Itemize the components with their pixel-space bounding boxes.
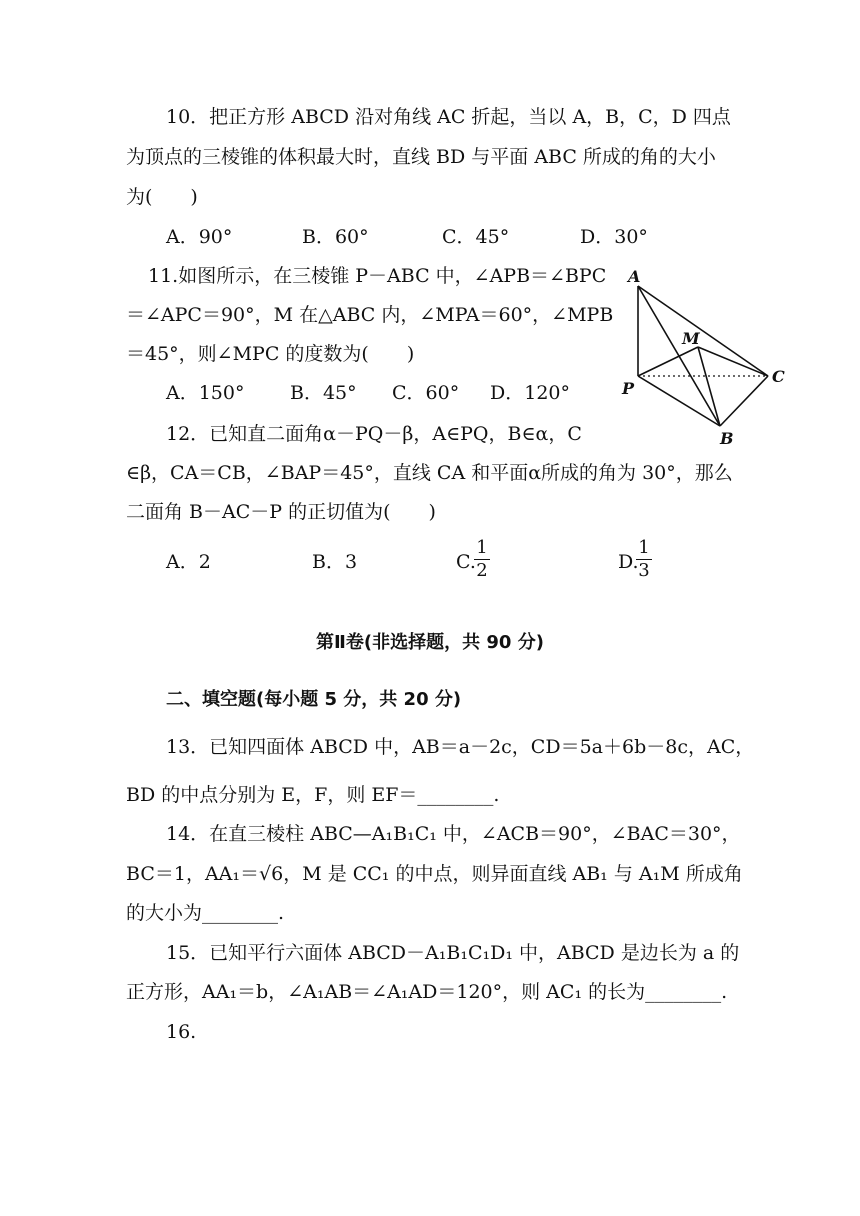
q10-line3: 为( ) xyxy=(126,186,198,208)
label-a: A xyxy=(628,267,641,286)
q10-option-b: B．60° xyxy=(302,226,369,248)
q12-option-c-label: C. xyxy=(456,551,476,573)
q11-line2: ＝∠APC＝90°，M 在△ABC 内，∠MPA＝60°，∠MPB xyxy=(126,304,614,326)
fraction-denominator: 2 xyxy=(476,560,488,581)
q12-option-d-fraction xyxy=(636,538,652,581)
part2-heading: 第Ⅱ卷(非选择题，共 90 分) xyxy=(316,632,544,653)
q12-option-d-label: D. xyxy=(618,551,639,573)
edge-bc xyxy=(720,376,768,426)
label-c: C xyxy=(772,367,785,386)
q10-line1: 10．把正方形 ABCD 沿对角线 AC 折起，当以 A，B，C，D 四点 xyxy=(166,106,731,128)
q11-line1: 11.如图所示，在三棱锥 P－ABC 中，∠APB＝∠BPC xyxy=(148,265,607,287)
fraction-denominator: 3 xyxy=(638,560,650,581)
q10-line2: 为顶点的三棱锥的体积最大时，直线 BD 与平面 ABC 所成的角的大小 xyxy=(126,146,716,168)
fraction-numerator: 1 xyxy=(474,538,490,560)
q14-line2: BC＝1，AA₁＝√6，M 是 CC₁ 的中点，则异面直线 AB₁ 与 A₁M 所成角 xyxy=(126,863,743,885)
q12-option-b: B．3 xyxy=(312,551,358,573)
q10-option-a: A．90° xyxy=(166,226,233,248)
q12-option-c-fraction xyxy=(474,538,490,581)
q14-line1: 14．在直三棱柱 ABC—A₁B₁C₁ 中，∠ACB＝90°，∠BAC＝30°， xyxy=(166,823,741,845)
q11-option-c: C．60° xyxy=(392,382,460,404)
q12-line1: 12．已知直二面角α－PQ－β，A∈PQ，B∈α，C xyxy=(166,423,582,445)
q11-option-d: D．120° xyxy=(490,382,570,404)
q13-line2: BD 的中点分别为 E，F，则 EF＝________. xyxy=(126,784,500,806)
q10-option-d: D．30° xyxy=(580,226,648,248)
q16-line1: 16. xyxy=(166,1021,197,1043)
q12-line3: 二面角 B－AC－P 的正切值为( ) xyxy=(126,501,436,523)
q11-option-a: A．150° xyxy=(166,382,245,404)
label-b: B xyxy=(720,429,734,448)
section2-title: 二、填空题(每小题 5 分，共 20 分) xyxy=(166,689,462,710)
q15-line1: 15．已知平行六面体 ABCD－A₁B₁C₁D₁ 中，ABCD 是边长为 a 的 xyxy=(166,942,740,964)
q15-line2: 正方形，AA₁＝b，∠A₁AB＝∠A₁AD＝120°，则 AC₁ 的长为________. xyxy=(126,981,728,1003)
q11-line3: ＝45°，则∠MPC 的度数为( ) xyxy=(126,343,415,365)
label-m: M xyxy=(682,329,700,348)
pyramid-figure xyxy=(610,262,790,452)
q12-line2: ∈β，CA＝CB，∠BAP＝45°，直线 CA 和平面α所成的角为 30°，那么 xyxy=(126,462,733,484)
q11-option-b: B．45° xyxy=(290,382,357,404)
fraction-numerator: 1 xyxy=(636,538,652,560)
q12-option-a: A．2 xyxy=(166,551,211,573)
label-p: P xyxy=(622,379,635,398)
q10-option-c: C．45° xyxy=(442,226,510,248)
q13-line1: 13．已知四面体 ABCD 中，AB＝a－2c，CD＝5a＋6b－8c，AC， xyxy=(166,736,755,758)
q14-line3: 的大小为________. xyxy=(126,902,285,924)
